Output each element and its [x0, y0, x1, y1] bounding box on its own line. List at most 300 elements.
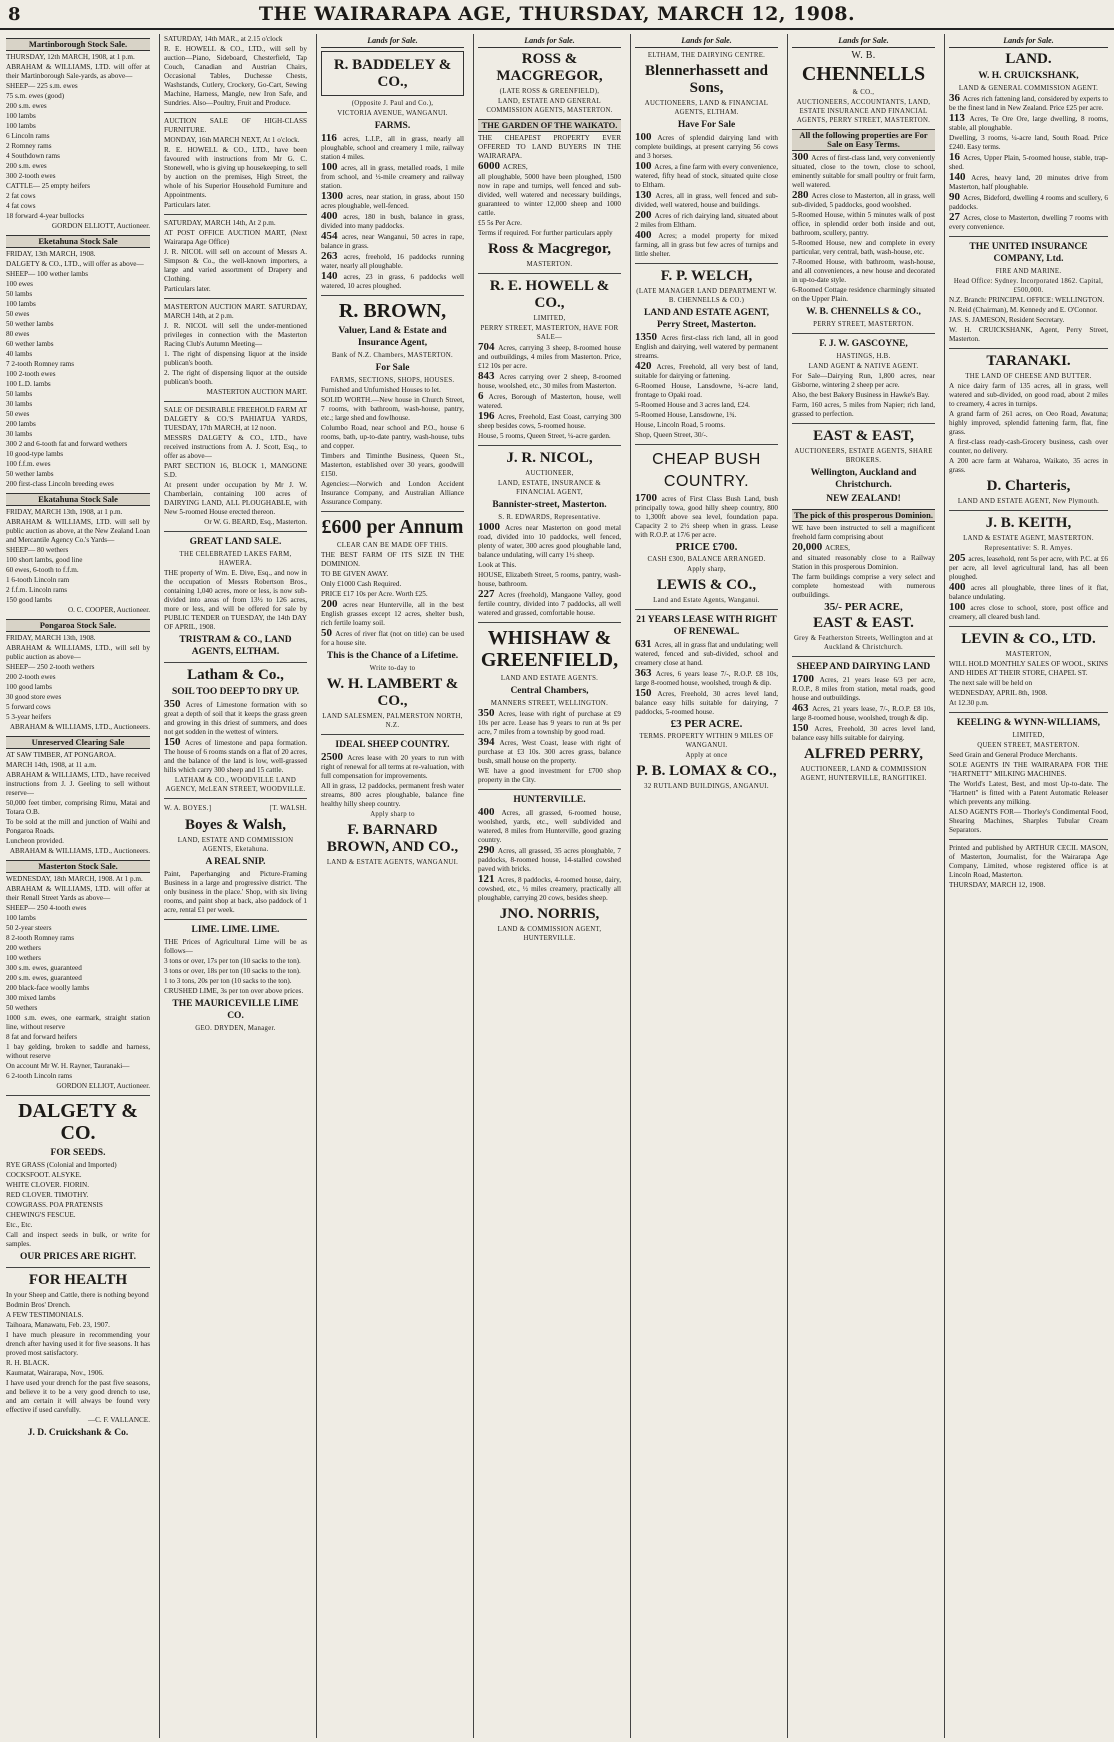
stock-sale-line: 30 lambs [6, 430, 33, 438]
column-5 [630, 34, 782, 1738]
lomax-name: P. B. LOMAX & CO., [636, 763, 777, 779]
seed-list [6, 1161, 150, 1230]
auctioneer-sign: ABRAHAM & WILLIAMS, LTD., Auctioneers. [9, 847, 150, 855]
listing-line: Also, the best Bakery Business in Hawke's Bay. [792, 391, 930, 399]
gascoyne-addr: LAND AGENT & NATIVE AGENT. [808, 363, 919, 370]
blenner-name: Blennerhassett and Sons, [645, 63, 768, 96]
acreage-figure: 1350 [635, 331, 662, 343]
acreage-figure: 116 [321, 132, 344, 144]
listing-line: House, 5 rooms, Queen Street, ¼-acre garden. [478, 432, 611, 440]
listing-line: 7-Roomed House, with bathroom, wash-house, and all conveniences, a new house and decorated in up-to-date style. [792, 258, 935, 284]
listing-line: 1700 acres of First Class Bush Land, bush principally towa, good hilly sheep country, 800 to 1,300ft above sea level, foundation papa. Capacity 2 to 2½ sheep when in grass. Lease with R.O.P. at 17/6 per acre. [635, 492, 779, 539]
listing-line: JAS. S. JAMESON, Resident Secretary. [949, 316, 1065, 324]
stock-sale-line: 30 good store ewes [6, 693, 62, 701]
stock-sale-line: SHEEP— 225 s.m. ewes [6, 82, 78, 90]
gascoyne-name: F. J. W. GASCOYNE, [819, 339, 908, 349]
listing-line: A 200 acre farm at Waharoa, Waikato, 35 acres in grass. [949, 457, 1108, 474]
listing-line: All in grass, 12 paddocks, permanent fresh water streams, 800 acres ploughable, balance fine healthy hilly sheep country. [321, 782, 464, 808]
east-pick: The pick of this prosperous Dominion. [793, 510, 934, 520]
listing-line: 300 Acres of first-class land, very conveniently situated, close to the town, close to school, eminently suitable for small poultry or fruit farm, well watered. [792, 151, 935, 189]
acreage-figure: 420 [635, 360, 657, 372]
annum-tag: This is the Chance of a Lifetime. [326, 651, 459, 661]
listing-line: 116 acres, L.I.P., all in grass, nearly all ploughable, school and creamery 1 mile, railway station 4 miles. [321, 132, 464, 161]
east-name: EAST & EAST, [813, 428, 914, 444]
dalgety-seeds-sub: FOR SEEDS. [50, 1148, 106, 1158]
price-line: 3 tons or over, 17s per ton (10 sacks to the ton). [164, 957, 301, 965]
stock-sale-line: CATTLE— 25 empty heifers [6, 182, 91, 190]
baddeley-tag: FARMS. [374, 121, 411, 131]
bush-price: PRICE £700. [675, 541, 738, 553]
blenner-sub: AUCTIONEERS, LAND & FINANCIAL AGENTS, ELTHAM. [644, 100, 769, 116]
gascoyne-sub: HASTINGS, H.B. [836, 353, 891, 360]
column-3 [316, 34, 468, 1738]
acreage-figure: 90 [949, 191, 963, 203]
health-line: A FEW TESTIMONIALS. [6, 1311, 84, 1319]
sale-line: AT POST OFFICE AUCTION MART, (Next Wairarapa Age Office) [164, 229, 307, 246]
listing-line: Look at This. [478, 561, 517, 569]
lime-heading: LIME. LIME. LIME. [191, 925, 280, 935]
dairy-body [792, 675, 935, 743]
perry-addr: AUCTIONEER, LAND & COMMISSION AGENT, HUNTERVILLE, RANGITIKEI. [800, 766, 927, 782]
price-line: THE Prices of Agricultural Lime will be as follows— [164, 938, 307, 955]
stock-sale-line: FRIDAY, 13th MARCH, 1908. [6, 250, 96, 258]
sale-line: R. E. HOWELL & CO., LTD., have been favoured with instructions from Mr G. C. Stonewell, who is giving up housekeeping, to sell by auction on the premises, High Street, the whole of his Superior Household Furniture and Appointments. [164, 146, 307, 199]
health-heading: FOR HEALTH [28, 1272, 128, 1288]
listing-line: THE BEST FARM OF ITS SIZE IN THE DOMINION. [321, 551, 464, 568]
seed-item: COWGRASS. POA PRATENSIS [6, 1201, 103, 1209]
acreage-figure: 400 [949, 581, 972, 593]
acreage-figure: 300 [792, 151, 812, 163]
listing-line: 394 Acres, West Coast, lease with right of purchase at £3 10s. 300 acres grass, balance bush, small house on the property. [478, 736, 622, 765]
acreage-figure: 113 [949, 112, 970, 124]
stock-sale-line: 4 Southdown rams [6, 152, 60, 160]
mart-sign: MASTERTON AUCTION MART. [206, 388, 307, 396]
acreage-figure: 150 [792, 722, 815, 734]
listing-line: 6 Acres, Borough of Masterton, house, well watered. [478, 390, 622, 410]
stock-sale-line: 150 good lambs [6, 596, 52, 604]
listing-line: 100 Acres, a fine farm with every convenience, watered, fifty head of stock, situated quite close to Eltham. [635, 160, 779, 189]
seed-item: Etc., Etc. [6, 1221, 33, 1229]
ross-sign: Ross & Macgregor, [488, 241, 611, 257]
sale-line: 1. The right of dispensing liquor at the inside publican's booth. [164, 350, 307, 367]
stock-sale-line: 2 fat cows [6, 192, 36, 200]
stock-sale-line: On account Mr W. H. Rayner, Tauranaki— [6, 1062, 130, 1070]
listing-line: TO BE GIVEN AWAY. [321, 570, 389, 578]
lease-terms: TERMS. PROPERTY WITHIN 9 MILES OF WANGANUI. [639, 733, 774, 749]
acreage-figure: 100 [949, 601, 971, 613]
stock-sale-heading: Eketahuna Stock Sale [6, 235, 150, 248]
listing-line: 280 Acres close to Masterton, all in grass, well sub-divided, 5 paddocks, good woolshed. [792, 189, 936, 209]
ross-town: MASTERTON. [526, 261, 573, 268]
acreage-figure: 704 [478, 341, 499, 353]
perry-name: ALFRED PERRY, [804, 746, 923, 762]
united-addr: Head Office: Sydney. Incorporated 1862. Capital, £500,000. [953, 278, 1104, 294]
acreage-figure: 16 [949, 151, 964, 163]
barnard-name: F. BARNARD BROWN, AND CO., [326, 822, 459, 855]
health-sign: —C. F. VALLANCE. [87, 1416, 150, 1424]
sale-line: 2. The right of dispensing liquor at the outside publican's booth. [164, 369, 307, 386]
united-body [949, 296, 1108, 344]
howell-name: R. E. HOWELL & CO., [489, 278, 610, 311]
stock-sale-line: FRIDAY, MARCH 13th, 1908. [6, 634, 96, 642]
lime-body [164, 938, 307, 996]
lime-company: THE MAURICEVILLE LIME CO. [172, 999, 299, 1021]
boyes-sub: LAND, ESTATE AND COMMISSION AGENTS, Eketahuna. [177, 837, 294, 853]
stock-sale-line: ABRAHAM & WILLIAMS, LTD. will offer at their Renall Street Yards as above— [6, 885, 150, 902]
listing-line: 140 acres, 23 in grass, 6 paddocks well watered, 10 acres ploughed. [321, 270, 464, 290]
great-sale-sub: THE CELEBRATED LAKES FARM, HAWERA. [179, 551, 292, 567]
listing-line: WE have been instructed to sell a magnificent freehold farm comprising about [792, 524, 935, 541]
stock-sale-line: 50 ewes [6, 410, 30, 418]
acreage-figure: 350 [478, 707, 499, 719]
boyes-name-1: W. A. BOYES.] [164, 805, 212, 812]
stock-sale-line: 5 forward cows [6, 703, 51, 711]
acreage-figure: 280 [792, 189, 812, 201]
howell-sub: LIMITED, [533, 315, 566, 322]
imprint-line: THURSDAY, MARCH 12, 1908. [949, 881, 1046, 889]
listing-line: 150 Acres of limestone and papa formation. The house of 6 rooms stands on a flat of 20 acres, and the balance of the land is low, well-grassed hills which carry 300 sheep and 15 cattle. [164, 736, 308, 774]
eltham-body [635, 133, 778, 259]
keeling-addr: QUEEN STREET, MASTERTON. [977, 742, 1080, 749]
keith-body [949, 554, 1108, 622]
acreage-figure: 200 [321, 598, 343, 610]
stock-sale-line: 8 fat and forward heifers [6, 1033, 78, 1041]
stock-sale-line: 50 wether lambs [6, 320, 54, 328]
annum-body [321, 551, 464, 648]
stock-sale-line: 40 lambs [6, 350, 33, 358]
acreage-figure: 196 [478, 410, 498, 422]
dairy-heading: SHEEP AND DAIRYING LAND [796, 662, 931, 672]
listing-line: 227 Acres (freehold), Mangaone Valley, good fertile country, divided into 7 paddocks, all well watered and grassed, comfortable house. [478, 588, 621, 617]
listing-line: 1300 acres, near station, in grass, about 150 acres ploughable, well-fenced. [321, 190, 465, 210]
sheep-body [321, 753, 464, 809]
sale-line: THE property of Wm. E. Dive, Esq., and now in the occupation of Messrs Robertson Bros., containing 1,040 acres, more or less, is now sub-divided into areas of from 13½ to 126 acres, more or less, and will be offered for sale by PUBLIC TENDER on TUESDAY, the 14th DAY OF APRIL, 1908. [164, 569, 307, 631]
welch-body [635, 333, 778, 440]
health-line: R. H. BLACK. [6, 1359, 50, 1367]
whishaw-street: MANNERS STREET, WELLINGTON. [490, 700, 609, 707]
health-line: Kaumatat, Wairarapa, Nov., 1906. [6, 1369, 104, 1377]
stock-sale-line: 1 6-tooth Lincoln ram [6, 576, 70, 584]
keeling-name: KEELING & WYNN-WILLIAMS, [956, 718, 1101, 728]
annum-write: Write to-day to [369, 665, 416, 672]
acreage-figure: 290 [478, 844, 498, 856]
health-body [6, 1291, 150, 1415]
stock-sale-line: 7 2-tooth Romney rams [6, 360, 75, 368]
stock-sale-line: 5 3-year heifers [6, 713, 52, 721]
column-7 [944, 34, 1112, 1738]
latham-sub: SOIL TOO DEEP TO DRY UP. [171, 687, 300, 697]
listing-line: 205 acres, leasehold, rent 5s per acre, with P.C. at £6 per acre, all level agricultural land, has all been ploughed. [949, 552, 1109, 581]
acreage-figure: 140 [321, 270, 344, 282]
stock-sale-line: SHEEP— 250 2-tooth wethers [6, 663, 95, 671]
sale-line: PART SECTION 16, BLOCK 1, MANGONE S.D. [164, 462, 307, 479]
hunterville-body [478, 808, 621, 903]
acreage-figure: 463 [792, 702, 813, 714]
charteris-name: D. Charteris, [986, 478, 1071, 494]
stock-sale-line: 200 2-tooth ewes [6, 673, 56, 681]
cruick-body [949, 94, 1108, 232]
acreage-figure: 2500 [321, 751, 348, 763]
listing-line: 631 Acres, all in grass flat and undulating; well watered, fenced and sub-divided, school and creamery close at hand. [635, 638, 779, 667]
seed-item: COCKSFOOT. ALSYKE. [6, 1171, 82, 1179]
united-sub: FIRE AND MARINE. [995, 268, 1062, 275]
nicol-rep: S. R. EDWARDS, Representative. [498, 514, 601, 521]
stock-sale-line: 50 2-year steers [6, 924, 52, 932]
stock-sale-line: Luncheon provided. [6, 837, 64, 845]
newspaper-title: THE WAIRARAPA AGE, THURSDAY, MARCH 12, 1908. [258, 3, 856, 25]
acreage-figure: 150 [164, 736, 185, 748]
acreage-figure: 843 [478, 370, 500, 382]
acreage-figure: 631 [635, 638, 655, 650]
stock-sale-line: MARCH 14th, 1908, at 11 a.m. [6, 761, 97, 769]
col6-header: Lands for Sale. [792, 34, 935, 48]
col3-header: Lands for Sale. [321, 34, 464, 48]
stock-sale-line: 8 2-tooth Romney rams [6, 934, 75, 942]
listing-line: 1700 Acres, 21 years lease 6/3 per acre, R.O.P., 8 miles from station, metal roads, good house and outbuildings. [792, 673, 936, 702]
stock-sale-line: ABRAHAM & WILLIAMS, LTD., have received instructions from J. J. Geeling to sell without reserve— [6, 771, 150, 797]
listing-line: 6-Roomed Cottage residence charmingly situated on the Upper Plain. [792, 286, 935, 303]
brown-items: FARMS, SECTIONS, SHOPS, HOUSES. [330, 377, 455, 384]
chennells-street: PERRY STREET, MASTERTON. [813, 321, 914, 328]
listing-line: 350 Acres of Limestone formation with so great a depth of soil that it keeps the grass green and growing in this driest of summers, and does not get sodden in the wettest of winters. [164, 698, 307, 736]
listing-line: Farm, 160 acres, 5 miles from Napier; rich land, grassed to perfection. [792, 401, 935, 418]
annum-heading: £600 per Annum [321, 516, 464, 538]
eltham-head: ELTHAM, THE DAIRYING CENTRE. [647, 52, 766, 59]
stock-sale-line: To be sold at the mill and junction of Waihi and Pongaroa Roads. [6, 818, 150, 835]
east-offices: Grey & Featherston Streets, Wellington and at Auckland & Christchurch. [793, 635, 934, 651]
listing-line: 90 Acres, Bideford, dwelling 4 rooms and scullery, 6 paddocks. [949, 191, 1108, 211]
price-line: 1 to 3 tons, 20s per ton (10 sacks to the ton). [164, 977, 292, 985]
listing-line: 263 acres, freehold, 16 paddocks running water, nearly all ploughable. [321, 250, 464, 270]
listing-line: 400 Acres, all grassed, 6-roomed house, woolshed, yards, etc., well subdivided and watered, 8 miles from Hunterville, good grazing country. [478, 806, 622, 844]
chennells-pre: W. B. [851, 50, 876, 61]
acreage-figure: 400 [321, 210, 344, 222]
listing-line: N.Z. Branch: PRINCIPAL OFFICE: WELLINGTON. [949, 296, 1105, 304]
sale-line: MONDAY, 16th MARCH NEXT, At 1 o'clock. [164, 136, 300, 144]
acreage-figure: 1700 [792, 673, 820, 685]
nicol-sub: AUCTIONEER, [525, 470, 574, 477]
acreage-figure: 6000 [478, 160, 503, 172]
sheep-apply: Apply sharp to [370, 811, 415, 818]
acreage-figure: 36 [949, 92, 963, 104]
listing-line: 5-Roomed House, Lansdowne, 1¾. [635, 411, 737, 419]
stock-sale-line: 60 ewes, 6-tooth to f.f.m. [6, 566, 79, 574]
ross-tag: THE GARDEN OF THE WAIKATO. [478, 119, 621, 132]
lewis-name: LEWIS & CO., [656, 577, 757, 593]
east-price: 35/- PER ACRE, [824, 601, 903, 613]
acreage-figure: 205 [949, 552, 969, 564]
stock-sale-line: 100 lambs [6, 914, 36, 922]
stock-sale-line: 100 good lambs [6, 683, 52, 691]
stock-sale-heading: Masterton Stock Sale. [6, 860, 150, 873]
listing-line: 290 Acres, all grassed, 35 acres ploughable, 7 paddocks, 8-roomed house, 14-stalled cowshed paved with bricks. [478, 844, 621, 873]
stock-sale-line: 200 black-face woolly lambs [6, 984, 90, 992]
stock-sale-line: 300 mixed lambs [6, 994, 56, 1002]
column-6 [787, 34, 939, 1738]
welch-sub: (LATE MANAGER LAND DEPARTMENT W. B. CHENNELLS & CO.) [636, 288, 777, 304]
stock-sale-line: 60 wether lambs [6, 340, 54, 348]
stock-sale-line: 50 wethers [6, 1004, 38, 1012]
acreage-figure: 1300 [321, 190, 347, 202]
stock-sale-line: 80 ewes [6, 330, 30, 338]
cruick-heading: LAND. [1005, 51, 1052, 67]
gascoyne-body [792, 372, 935, 419]
ross-name: ROSS & MACGREGOR, [496, 51, 603, 84]
stock-sale-line: ABRAHAM & WILLIAMS, LTD., will sell by public auction as above— [6, 644, 150, 661]
listing-line: SOLE AGENTS IN THE WAIRARAPA FOR THE "HARTNETT" MILKING MACHINES. [949, 761, 1108, 778]
listing-line: 400 acres all ploughable, three lines of it flat, balance undulating. [949, 581, 1108, 601]
col7-header: Lands for Sale. [949, 34, 1108, 48]
acreage-figure: 400 [478, 806, 502, 818]
listing-line: 16 Acres, Upper Plain, 5-roomed house, stable, trap-shed. [949, 151, 1108, 171]
nicol-street: Bannister-street, Masterton. [492, 500, 607, 510]
masthead [0, 0, 1114, 30]
stock-sale-line: 100 2-tooth ewes [6, 370, 56, 378]
baddeley-addr: VICTORIA AVENUE, WANGANUI. [337, 110, 448, 117]
price-line: CRUSHED LIME, 3s per ton over above prices. [164, 987, 304, 995]
latham-body [164, 700, 307, 775]
lease-apply: Apply at once [685, 752, 728, 759]
blenner-tag: Have For Sale [677, 120, 736, 130]
stock-sale-line: 18 forward 4-year bullocks [6, 212, 85, 220]
welch-addr: LAND AND ESTATE AGENT, Perry Street, Masterton. [643, 308, 770, 330]
acreage-figure: 400 [635, 229, 659, 241]
listing-line: and situated reasonably close to a Railway Station in this prosperous Dominion. [792, 554, 935, 571]
listing-line: 420 Acres, Freehold, all very best of land, suitable for dairying or fattening. [635, 360, 778, 380]
seed-item: RYE GRASS (Colonial and Imported) [6, 1161, 117, 1169]
keith-rep: Representative: S. R. Amyes. [984, 545, 1073, 552]
stock-sale-heading: Unreserved Clearing Sale [6, 736, 150, 749]
acreage-figure: 100 [635, 160, 655, 172]
stock-sale-line: 50 lambs [6, 390, 33, 398]
stock-sale-heading: Martinborough Stock Sale. [6, 38, 150, 51]
acreage-figure: 6 [478, 390, 489, 402]
stock-sale-line: SHEEP— 80 wethers [6, 546, 69, 554]
stock-sale-line: DALGETY & CO., LTD., will offer as above— [6, 260, 144, 268]
stock-sale-line: 100 L.D. lambs [6, 380, 51, 388]
sale-line: Particulars later. [164, 285, 211, 293]
brown-body [321, 386, 464, 479]
stock-sale-line: 300 2 and 6-tooth fat and forward wethers [6, 440, 128, 448]
acreage-figure: 27 [949, 211, 964, 223]
listing-line: 704 Acres, carrying 3 sheep, 8-roomed house and outbuildings, 4 miles from Masterton. Price, £12 10s per acre. [478, 341, 621, 370]
acreage-figure: 140 [949, 171, 972, 183]
acreage-figure: 1700 [635, 492, 662, 504]
post-office-sale [164, 219, 307, 294]
stock-sale-line: 50,000 feet timber, comprising Rimu, Matai and Totara O.B. [6, 799, 150, 816]
listing-line: 2500 Acres lease with 20 years to run with right of renewal for all terms at re-valuation, with full compensation for improvements. [321, 751, 464, 780]
stock-sale-line: 2 f.f.m. Lincoln rams [6, 586, 68, 594]
col4-header: Lands for Sale. [478, 34, 621, 48]
listing-line: 454 acres, near Wanganui, 50 acres in rape, balance in grass. [321, 230, 464, 250]
stock-sale-line: WEDNESDAY, 18th MARCH, 1908. At 1 p.m. [6, 875, 143, 883]
seed-item: WHITE CLOVER. FIORIN. [6, 1181, 90, 1189]
keith-name: J. B. KEITH, [985, 515, 1072, 531]
chennells-addr: AUCTIONEERS, ACCOUNTANTS, LAND, ESTATE INSURANCE AND FINANCIAL AGENTS, PERRY STREET, MASTERTON. [796, 99, 931, 124]
east-addr: Wellington, Auckland and Christchurch. [810, 468, 917, 490]
auctioneer-sign: ABRAHAM & WILLIAMS, LTD., Auctioneers. [9, 723, 150, 731]
listing-line: 200 Acres of rich dairying land, situated about 2 miles from Eltham. [635, 209, 779, 229]
nicol-name: J. R. NICOL, [506, 450, 593, 466]
acreage-figure: 363 [635, 667, 656, 679]
sale-line: J. R. NICOL will sell on account of Messrs A. Simpson & Co., the well-known importers, a large and varied assortment of Drapery and Clothing. [164, 248, 307, 283]
stock-sale-line: FRIDAY, MARCH 13th, 1908, at 1 p.m. [6, 508, 123, 516]
listing-line: Seed Grain and General Produce Merchants. [949, 751, 1078, 759]
listing-line: Shop, Queen Street, 30/-. [635, 431, 708, 439]
keeling-body [949, 751, 1108, 835]
freehold-sale [164, 406, 307, 517]
levin-body [949, 660, 1108, 708]
acreage-figure: 350 [164, 698, 186, 710]
listing-line: 5-Roomed House and 3 acres land, £24. [635, 401, 750, 409]
stock-sale-line: SHEEP— 250 4-tooth ewes [6, 904, 87, 912]
listing-line: all ploughable, 5000 have been ploughed, 1500 now in rape and turnips, well fenced and sub-divided, well watered and necessary buildings, guaranteed to winter 12,000 sheep and 1000 cattle. [478, 173, 621, 217]
listing-line: 36 Acres rich fattening land, considered by experts to be the finest land in New Zealand. Price £25 per acre. [949, 92, 1108, 112]
stock-sale-line: 75 s.m. ewes (good) [6, 92, 65, 100]
acreage-figure: 100 [321, 161, 342, 173]
acreage-figure: 150 [635, 687, 658, 699]
listing-line: The World's Latest, Best, and most Up-to-date. The "Hartnett" is fitted with a Patent Automatic Releaser which prevents any milking. [949, 780, 1108, 806]
whishaw-sub: LAND AND ESTATE AGENTS. [500, 675, 599, 682]
great-sale-sign: TRISTRAM & CO., LAND AGENTS, ELTHAM. [179, 635, 292, 657]
listing-line: 100 acres, all in grass, metalled roads, 1 mile from school, and ½-mile creamery and railway station. [321, 161, 465, 190]
nicol-addr: LAND, ESTATE, INSURANCE & FINANCIAL AGENT, [497, 480, 602, 496]
lease-price: £3 PER ACRE. [670, 718, 743, 730]
listing-line: 140 Acres, heavy land, 20 minutes drive from Masterton, half ploughable. [949, 171, 1109, 191]
imprint-line: Printed and published by ARTHUR CECIL MASON, of Masterton, Journalist, for the Wairarapa Age Company, Limited, whose registered office is at Lincoln Road, Masterton. [949, 844, 1108, 879]
sale-line: Particulars later. [164, 201, 211, 209]
listing-line: 5-Roomed House, new and complete in every particular, very central, bath, wash-house, etc. [792, 239, 935, 256]
listing-line: 463 Acres, 21 years lease, 7/-, R.O.P. £8 10s, large 8-roomed house, woolshed, trough & dip. [792, 702, 936, 722]
stock-sale-line: 6 2-tooth Lincoln rams [6, 1072, 73, 1080]
sale-line: At present under occupation by Mr J. W. Chamberlain, containing 100 acres of DAIRYING LAND, ALL PLOUGHABLE, with New 5-roomed House erected thereon. [164, 481, 307, 516]
listing-line: Paint, Paperhanging and Picture-Framing Business in a large and progressive district. 'The only business in the place.' Shop, with six living rooms, and paint shop at back, also paddock of 1 acre, rental £1 per week. [164, 870, 307, 914]
whishaw-body [478, 709, 621, 785]
stock-sale-heading: Pongaroa Stock Sale. [6, 619, 150, 632]
auctioneer-sign: O. C. COOPER, Auctioneer. [67, 606, 150, 614]
lease-body [635, 640, 778, 717]
listing-line: Columbo Road, near school and P.O., house 6 rooms, bath, up-to-date pantry, wash-house, tubs and copper. [321, 424, 464, 450]
stock-sale-line: 2 Romney rams [6, 142, 52, 150]
freehold-sign: Or W. G. BEARD, Esq., Masterton. [204, 518, 307, 526]
keeling-sub: LIMITED, [1012, 732, 1045, 739]
stock-sale-line: 300 s.m. ewes, guaranteed [6, 964, 82, 972]
taranaki-heading: TARANAKI. [986, 353, 1071, 369]
great-sale-body [164, 569, 307, 632]
stock-sale-line: SHEEP— 100 wether lambs [6, 270, 89, 278]
health-line: Bodmin Bros' Drench. [6, 1301, 71, 1309]
chennells-name: CHENNELLS [801, 63, 926, 85]
listing-line: 1000 Acres near Masterton on good metal road, divided into 10 paddocks, well fenced, plenty of water, 300 acres good ploughable land, balance undulating, will carry 1½ sheep. [478, 521, 621, 559]
col5-header: Lands for Sale. [635, 34, 778, 48]
baddeley-body [321, 134, 464, 291]
stock-sale-line: ABRAHAM & WILLIAMS, LTD. will sell by public auction as above, at the New Zealand Loan and Mercantile Agency Co.'s Yards— [6, 518, 150, 544]
lambert-addr: LAND SALESMEN, PALMERSTON NORTH, N.Z. [322, 713, 463, 729]
acreage-figure: 130 [635, 189, 656, 201]
health-line: In your Sheep and Cattle, there is nothing beyond [6, 1291, 149, 1299]
stock-sale-line: 200 s.m. ewes, guaranteed [6, 974, 82, 982]
dalgety-seeds-title: DALGETY & CO. [18, 1100, 138, 1144]
ross-body [478, 134, 621, 238]
seed-item: CHEWING'S FESCUE. [6, 1211, 76, 1219]
seed-item: RED CLOVER. TIMOTHY. [6, 1191, 89, 1199]
listing-line: Dwelling, 3 rooms, ¼-acre land, South Road. Price £240. Easy terms. [949, 134, 1108, 151]
stock-sale-line: 200 s.m. ewes [6, 102, 47, 110]
column-4 [473, 34, 625, 1738]
price-line: 3 tons or over, 18s per ton (10 sacks to the ton). [164, 967, 301, 975]
dalgety-tag: OUR PRICES ARE RIGHT. [20, 1252, 136, 1262]
brown-agencies: Agencies:—Norwich and London Accident Insurance Company, and Australian Alliance Assurance Company. [321, 480, 464, 506]
